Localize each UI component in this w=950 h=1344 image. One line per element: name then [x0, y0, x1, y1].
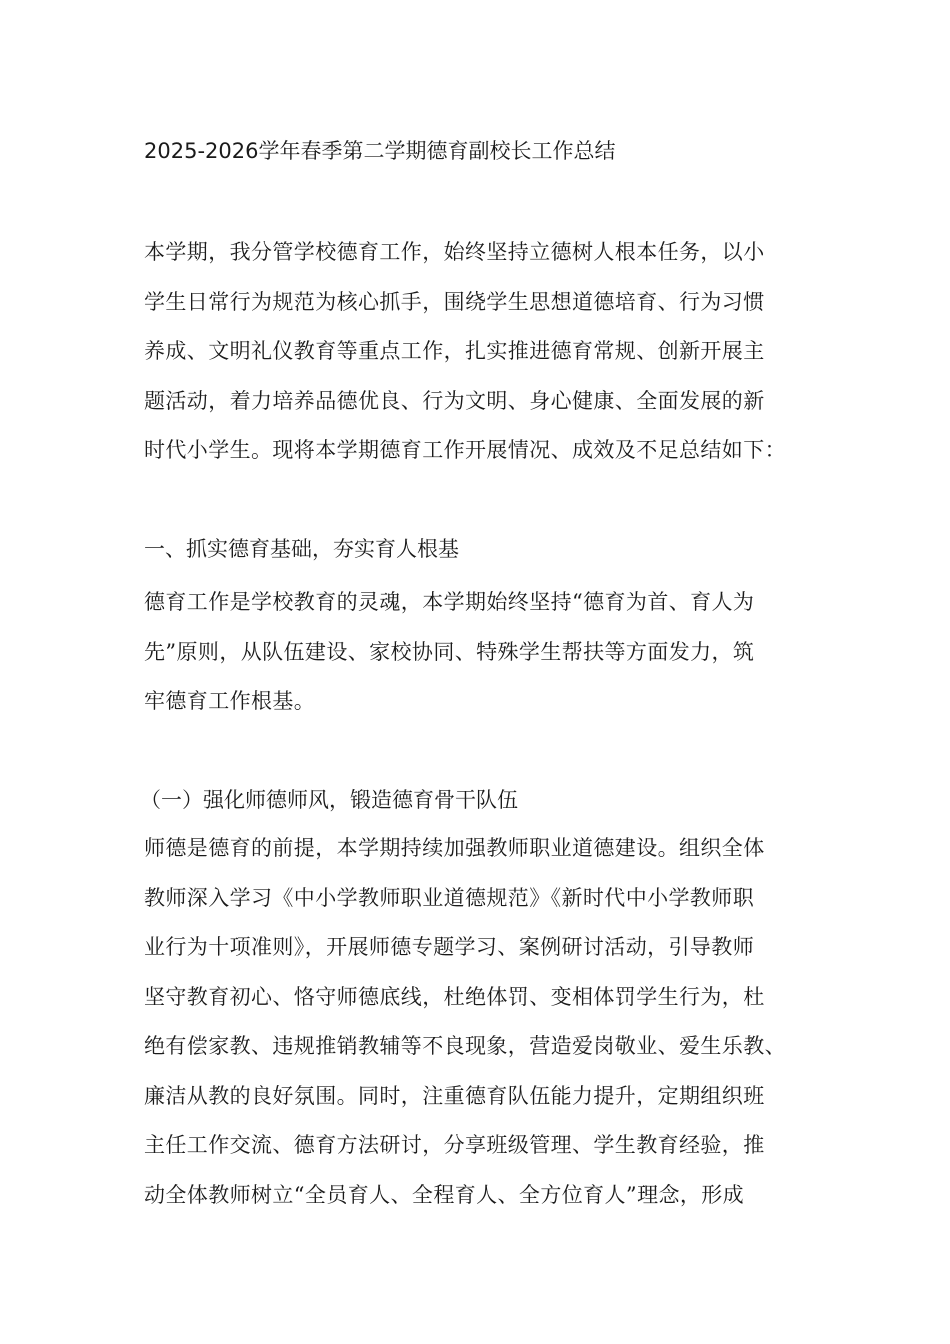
paragraph-line: 主任工作交流、德育方法研讨，分享班级管理、学生教育经验，推	[144, 1133, 765, 1157]
paragraph-line: 德育工作是学校教育的灵魂，本学期始终坚持“德育为首、育人为	[144, 590, 755, 614]
document-title: 2025-2026学年春季第二学期德育副校长工作总结	[144, 139, 616, 163]
paragraph-line: 时代小学生。现将本学期德育工作开展情况、成效及不足总结如下：	[144, 438, 786, 462]
paragraph-line: 牢德育工作根基。	[144, 689, 316, 713]
paragraph-line: 养成、文明礼仪教育等重点工作，扎实推进德育常规、创新开展主	[144, 339, 765, 363]
section-paragraph	[144, 578, 834, 727]
paragraph-line: 教师深入学习《中小学教师职业道德规范》《新时代中小学教师职	[144, 885, 755, 910]
paragraph-line: 坚守教育初心、恪守师德底线，杜绝体罚、变相体罚学生行为，杜	[144, 984, 765, 1009]
paragraph-line: 学生日常行为规范为核心抓手，围绕学生思想道德培育、行为习惯	[144, 289, 765, 314]
paragraph-line: 先”原则，从队伍建设、家校协同、特殊学生帮扶等方面发力，筑	[144, 639, 755, 664]
subsection-paragraph	[144, 824, 834, 1220]
paragraph-line: 动全体教师树立“全员育人、全程育人、全方位育人”理念，形成	[144, 1182, 745, 1207]
intro-paragraph	[144, 228, 834, 476]
subsection-heading: （一）强化师德师风，锻造德育骨干队伍	[140, 788, 518, 812]
paragraph-line: 本学期，我分管学校德育工作，始终坚持立德树人根本任务，以小	[144, 240, 765, 264]
paragraph-line: 业行为十项准则》，开展师德专题学习、案例研讨活动，引导教师	[144, 935, 755, 959]
paragraph-line: 师德是德育的前提，本学期持续加强教师职业道德建设。组织全体	[144, 836, 765, 860]
section-heading: 一、抓实德育基础，夯实育人根基	[144, 537, 459, 561]
paragraph-line: 题活动，着力培养品德优良、行为文明、身心健康、全面发展的新	[144, 388, 765, 413]
paragraph-line: 绝有偿家教、违规推销教辅等不良现象，营造爱岗敬业、爱生乐教、	[144, 1034, 786, 1058]
paragraph-line: 廉洁从教的良好氛围。同时，注重德育队伍能力提升，定期组织班	[144, 1083, 765, 1108]
